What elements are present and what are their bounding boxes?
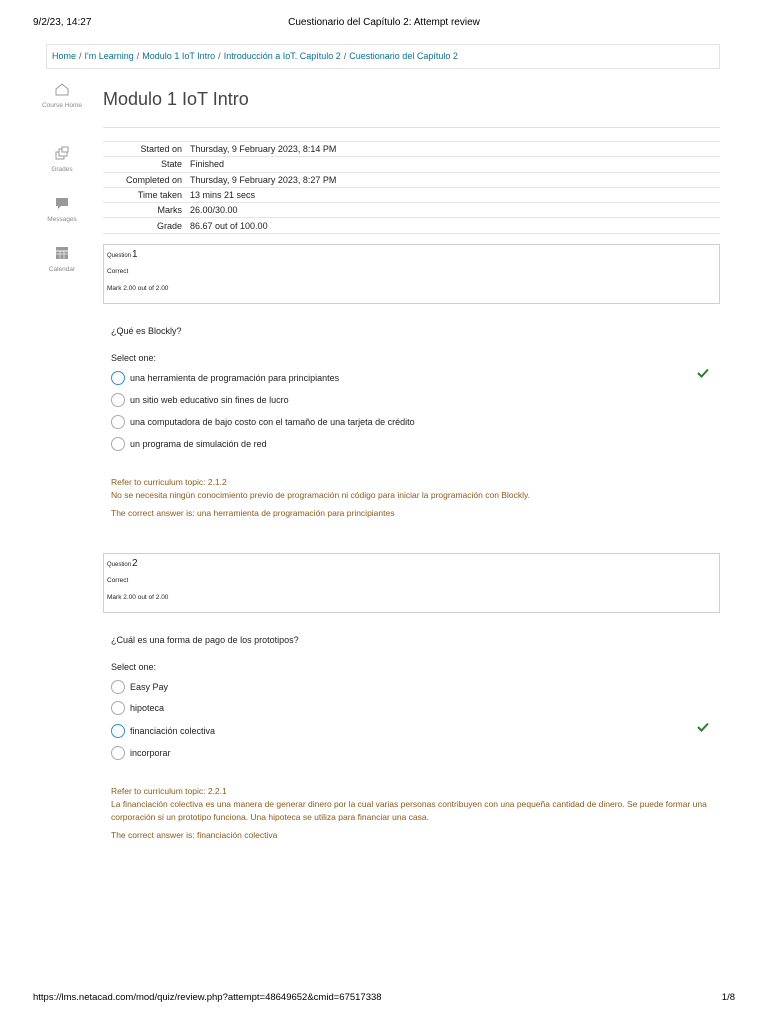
feedback-topic: Refer to curriculum topic: 2.2.1 bbox=[111, 786, 227, 796]
question-state: Correct bbox=[107, 577, 129, 584]
feedback-topic: Refer to curriculum topic: 2.1.2 bbox=[111, 477, 227, 487]
radio-button[interactable] bbox=[111, 437, 125, 451]
question-word: Question bbox=[107, 253, 132, 259]
radio-button-selected[interactable] bbox=[111, 724, 125, 738]
question-feedback bbox=[111, 476, 721, 520]
question-state: Correct bbox=[107, 268, 129, 275]
answer-option-label: una herramienta de programación para principiantes bbox=[130, 373, 340, 383]
title-divider bbox=[103, 127, 720, 128]
nav-calendar-label: Calendar bbox=[48, 266, 76, 273]
question-text: ¿Qué es Blockly? bbox=[111, 326, 182, 336]
question-word: Question bbox=[107, 562, 132, 568]
radio-button[interactable] bbox=[111, 415, 125, 429]
summary-label: Completed on bbox=[125, 174, 182, 185]
messages-icon bbox=[54, 196, 70, 210]
answer-option[interactable] bbox=[111, 392, 289, 408]
summary-label: Grade bbox=[156, 220, 182, 231]
question-feedback bbox=[111, 785, 721, 842]
question-mark: Mark 2.00 out of 2.00 bbox=[107, 285, 169, 292]
answer-option-label: un sitio web educativo sin fines de lucro bbox=[130, 395, 289, 405]
answer-option-label: hipoteca bbox=[130, 703, 165, 713]
grades-icon bbox=[54, 146, 70, 160]
correct-answer-text: The correct answer is: financiación colectiva bbox=[111, 830, 278, 840]
print-datetime: 9/2/23, 14:27 bbox=[33, 17, 92, 28]
answer-prompt: Select one: bbox=[111, 662, 157, 672]
print-page-number: 1/8 bbox=[721, 992, 735, 1003]
answer-option[interactable] bbox=[111, 700, 164, 716]
question-mark: Mark 2.00 out of 2.00 bbox=[107, 594, 169, 601]
breadcrumb-separator: / bbox=[343, 51, 347, 61]
breadcrumb bbox=[46, 44, 720, 69]
summary-value: 86.67 out of 100.00 bbox=[190, 220, 268, 231]
breadcrumb-separator: / bbox=[136, 51, 140, 61]
correct-check-icon bbox=[697, 368, 709, 378]
print-footer bbox=[33, 992, 735, 1006]
nav-calendar[interactable] bbox=[41, 246, 83, 276]
answer-option[interactable] bbox=[111, 436, 267, 452]
summary-row bbox=[103, 142, 720, 157]
breadcrumb-home[interactable]: Home bbox=[52, 51, 77, 61]
question-number: 2 bbox=[132, 558, 138, 569]
answer-option-label: incorporar bbox=[130, 748, 171, 758]
summary-label: State bbox=[160, 159, 182, 170]
answer-option[interactable] bbox=[111, 414, 415, 430]
print-doc-title: Cuestionario del Capítulo 2: Attempt review bbox=[288, 17, 480, 28]
nav-grades[interactable] bbox=[41, 146, 83, 176]
nav-grades-label: Grades bbox=[51, 166, 73, 173]
breadcrumb-course[interactable]: Modulo 1 IoT Intro bbox=[142, 51, 216, 61]
summary-row bbox=[103, 218, 720, 233]
nav-course-home-label: Course Home bbox=[41, 102, 83, 109]
breadcrumb-separator: / bbox=[79, 51, 82, 61]
print-url: https://lms.netacad.com/mod/quiz/review.php?attempt=48649652&cmid=67517338 bbox=[33, 992, 382, 1003]
question-number-line bbox=[107, 249, 716, 263]
summary-row bbox=[103, 172, 720, 187]
breadcrumb-im-learning[interactable]: I'm Learning bbox=[84, 51, 134, 61]
summary-value: Finished bbox=[190, 159, 225, 170]
answer-prompt: Select one: bbox=[111, 353, 157, 363]
radio-button[interactable] bbox=[111, 680, 125, 694]
summary-value: 26.00/30.00 bbox=[190, 205, 238, 216]
print-header bbox=[33, 17, 735, 31]
summary-row bbox=[103, 203, 720, 218]
radio-button[interactable] bbox=[111, 393, 125, 407]
summary-value: 13 mins 21 secs bbox=[190, 190, 256, 201]
answer-option-label: una computadora de bajo costo con el tamaño de una tarjeta de crédito bbox=[130, 417, 415, 427]
breadcrumb-chapter[interactable]: Introducción a IoT. Capítulo 2 bbox=[223, 51, 341, 61]
answer-option[interactable] bbox=[111, 723, 215, 739]
answer-option[interactable] bbox=[111, 679, 168, 695]
nav-course-home[interactable] bbox=[41, 82, 83, 112]
answer-option[interactable] bbox=[111, 745, 171, 761]
question-number-line bbox=[107, 558, 716, 572]
radio-button[interactable] bbox=[111, 701, 125, 715]
summary-label: Marks bbox=[157, 205, 182, 216]
home-icon bbox=[54, 82, 70, 96]
answer-option-label: un programa de simulación de red bbox=[130, 439, 267, 449]
radio-button-selected[interactable] bbox=[111, 371, 125, 385]
question-number: 1 bbox=[132, 249, 138, 260]
question-text: ¿Cuál es una forma de pago de los prototipos? bbox=[111, 635, 299, 645]
nav-messages[interactable] bbox=[41, 196, 83, 226]
calendar-icon bbox=[54, 246, 70, 260]
summary-row bbox=[103, 187, 720, 202]
summary-row bbox=[103, 157, 720, 172]
summary-label: Started on bbox=[140, 144, 182, 155]
answer-option-label: Easy Pay bbox=[130, 682, 169, 692]
question-info-box bbox=[103, 553, 720, 613]
attempt-summary-table bbox=[103, 141, 720, 234]
question-info-box bbox=[103, 244, 720, 304]
correct-check-icon bbox=[697, 722, 709, 732]
summary-value: Thursday, 9 February 2023, 8:27 PM bbox=[190, 174, 337, 185]
answer-option[interactable] bbox=[111, 370, 339, 386]
breadcrumb-separator: / bbox=[218, 51, 221, 61]
correct-answer-text: The correct answer is: una herramienta de programación para principiantes bbox=[111, 508, 395, 518]
summary-value: Thursday, 9 February 2023, 8:14 PM bbox=[190, 144, 337, 155]
nav-messages-label: Messages bbox=[47, 216, 77, 223]
page-title: Modulo 1 IoT Intro bbox=[103, 89, 249, 109]
radio-button[interactable] bbox=[111, 746, 125, 760]
feedback-explanation: La financiación colectiva es una manera de generar dinero por la cual varias personas contribuyen con una pequeña cantidad de dinero. Se puede formar una corporación si un prototipo funciona. Una hipoteca se utiliza para financiar una casa. bbox=[111, 799, 707, 822]
breadcrumb-quiz[interactable]: Cuestionario del Capítulo 2 bbox=[349, 51, 458, 61]
summary-label: Time taken bbox=[137, 190, 182, 201]
feedback-explanation: No se necesita ningún conocimiento previo de programación ni código para iniciar la programación con Blockly. bbox=[111, 490, 530, 500]
answer-option-label: financiación colectiva bbox=[130, 726, 216, 736]
